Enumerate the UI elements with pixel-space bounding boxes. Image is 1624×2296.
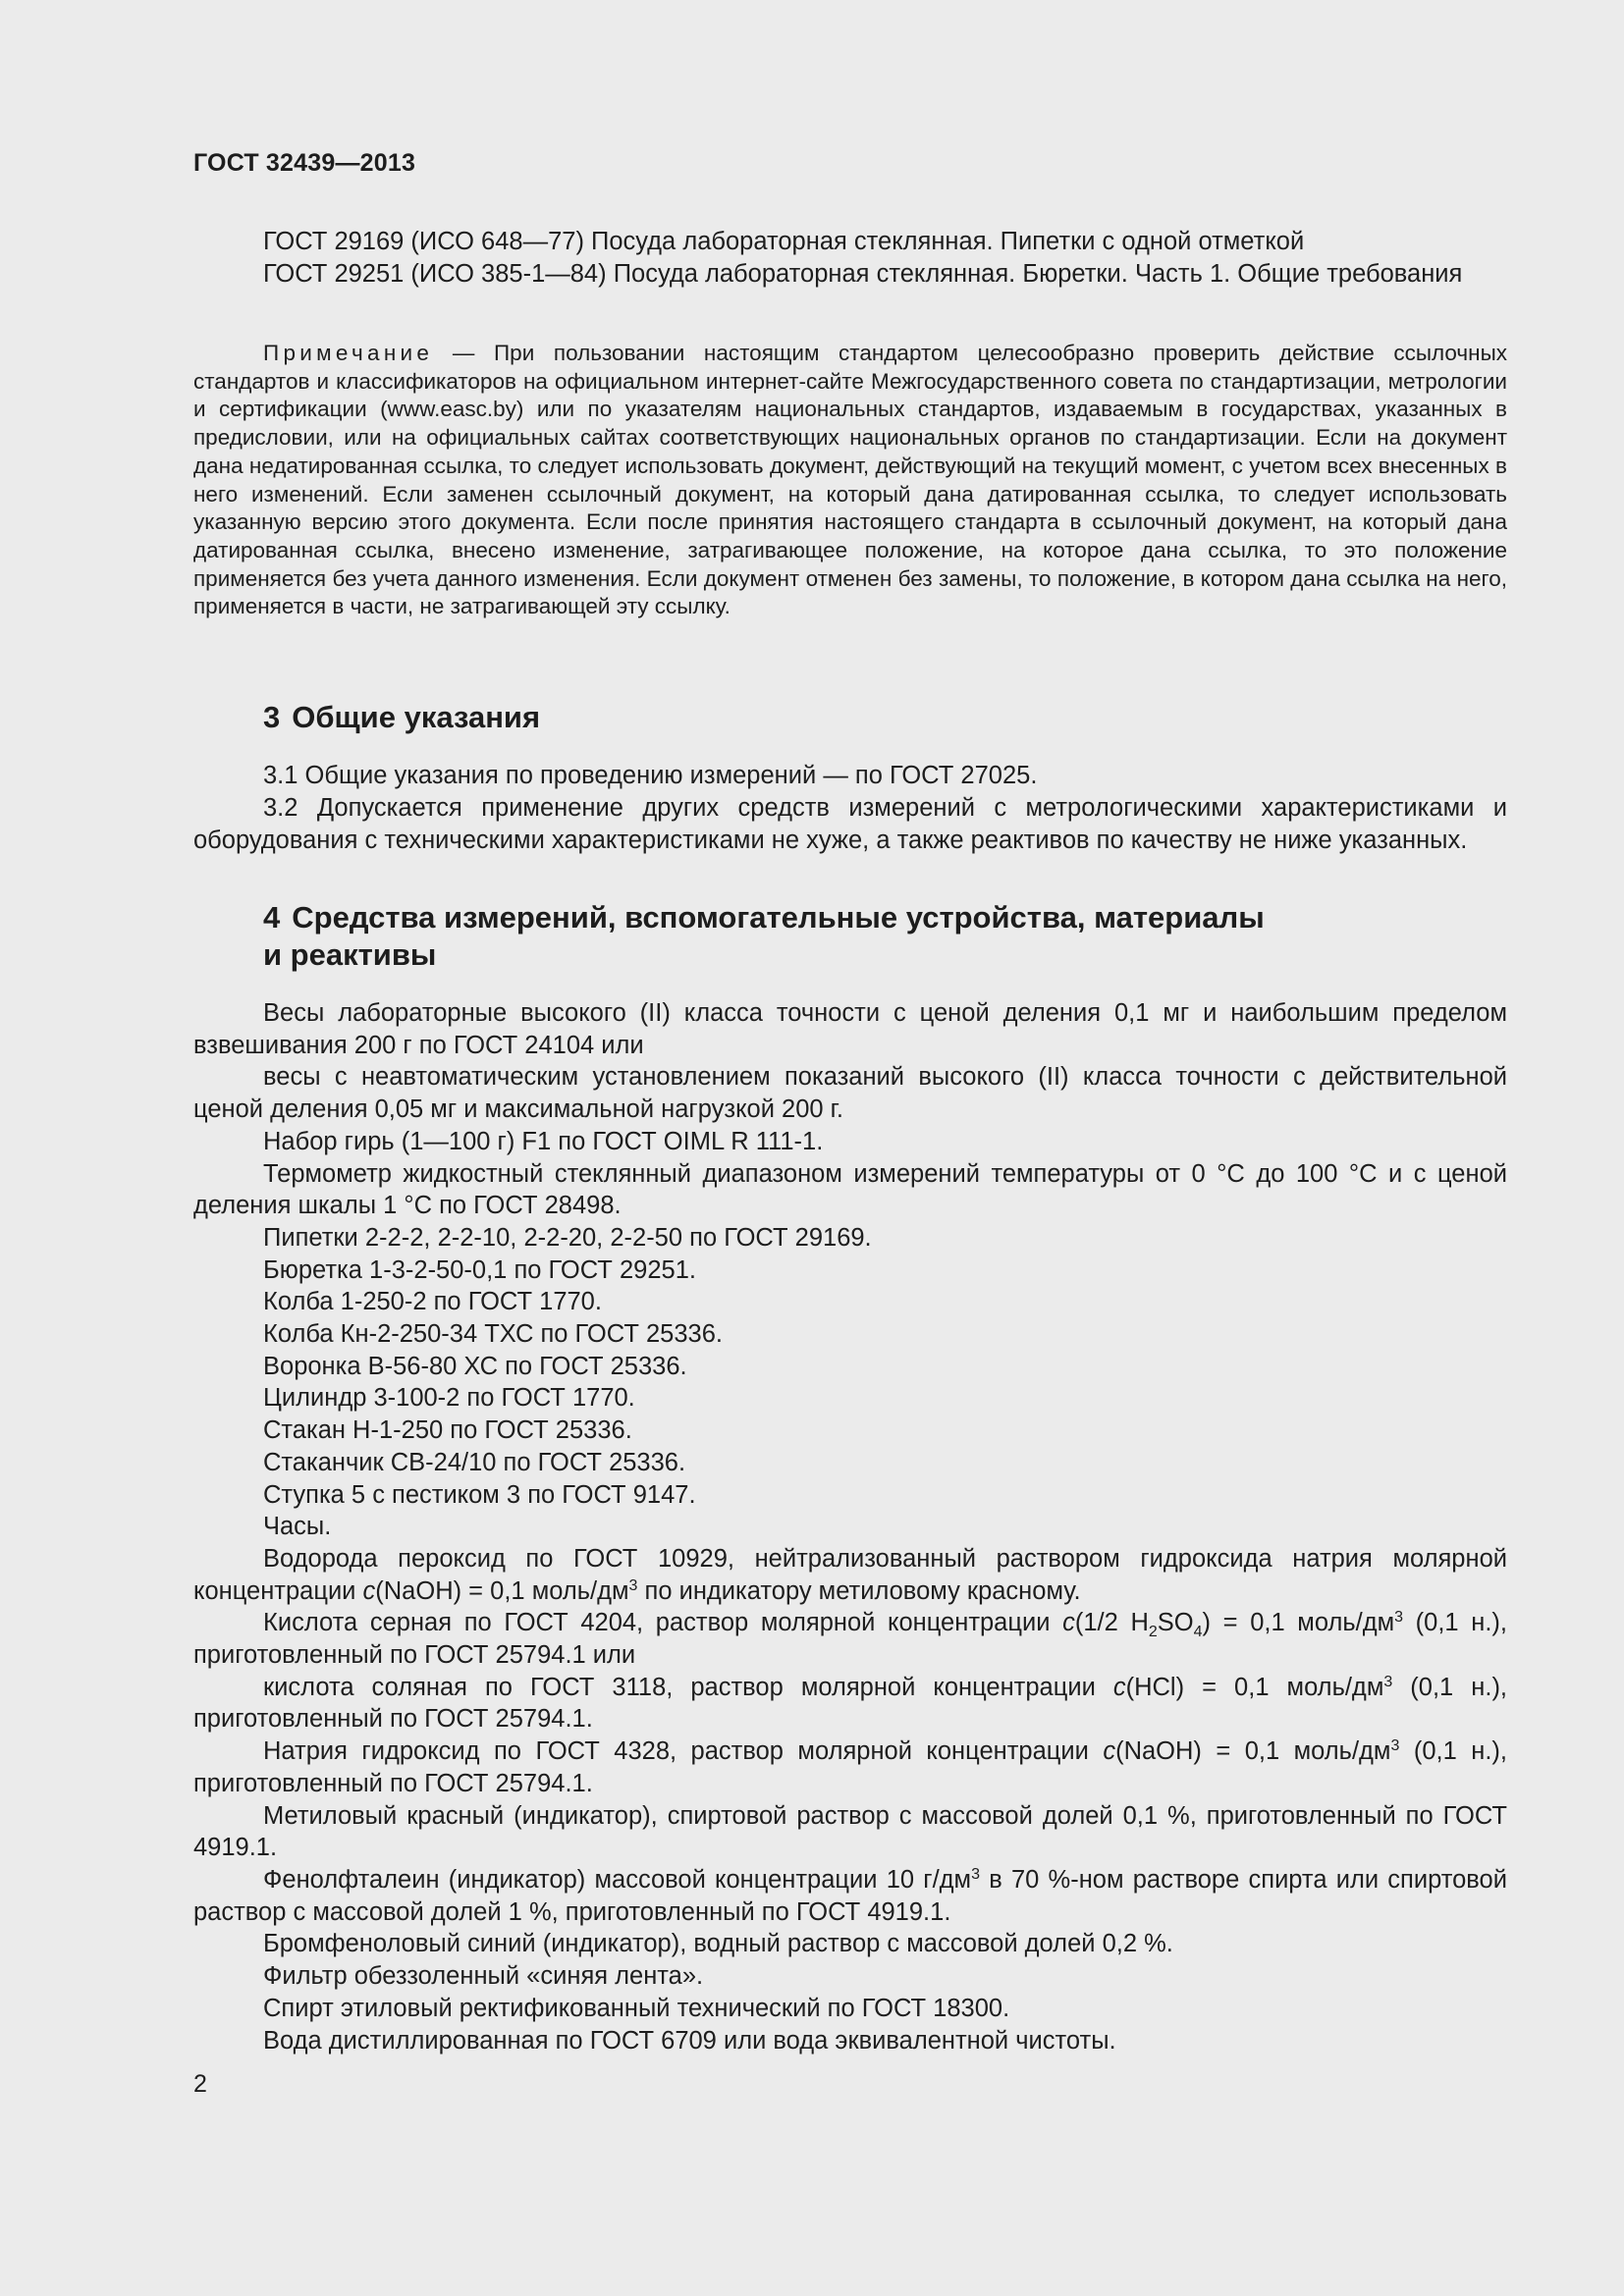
list-item-phenolphthalein xyxy=(193,1864,1507,1928)
normative-references xyxy=(193,226,1507,291)
text-run: Водорода пероксид по ГОСТ 10929, нейтрализованный раствором гидроксида натрия молярной концентрации xyxy=(193,1544,1507,1605)
section-number: 4 xyxy=(263,900,281,934)
section-4-heading xyxy=(193,899,1372,974)
text-run: ) = 0,1 моль/дм xyxy=(1202,1609,1395,1637)
text-run: Фенолфталеин (индикатор) массовой концентрации 10 г/дм xyxy=(263,1865,972,1894)
list-item-sodium xyxy=(193,1735,1507,1799)
list-item: Колба 1-250-2 по ГОСТ 1770. xyxy=(263,1288,602,1316)
section-number: 3 xyxy=(263,700,281,734)
list-item: Спирт этиловый ректификованный технический по ГОСТ 18300. xyxy=(263,1994,1010,2022)
superscript: 3 xyxy=(628,1576,638,1594)
list-item: Цилиндр 3-100-2 по ГОСТ 1770. xyxy=(263,1384,635,1413)
list-item-methyl-red: Метиловый красный (индикатор), спиртовой раствор с массовой долей 0,1 %, приготовленный по ГОСТ 4919.1. xyxy=(193,1801,1507,1862)
section-3-heading xyxy=(193,699,1507,736)
superscript: 3 xyxy=(1383,1673,1393,1690)
text-run: кислота соляная по ГОСТ 3118, раствор молярной концентрации xyxy=(263,1673,1113,1701)
text-run: Кислота серная по ГОСТ 4204, раствор молярной концентрации xyxy=(263,1609,1063,1637)
text-run: (NaOH) = 0,1 моль/дм xyxy=(375,1576,629,1605)
text-run: (NaOH) = 0,1 моль/дм xyxy=(1115,1737,1391,1766)
section-4-body xyxy=(193,997,1507,2056)
list-item: весы с неавтоматическим установлением показаний высокого (II) класса точности с действительной ценой деления 0,05 мг и максимальной нагрузкой 200 г. xyxy=(193,1063,1507,1124)
section-title: Общие указания xyxy=(292,700,541,734)
formula-var: c xyxy=(1103,1737,1116,1766)
list-item: Весы лабораторные высокого (II) класса точности с ценой деления 0,1 мг и наибольшим пределом взвешивания 200 г по ГОСТ 24104 или xyxy=(193,999,1507,1059)
section-title-line2: и реактивы xyxy=(263,937,437,972)
list-item-sulfuric xyxy=(193,1607,1507,1671)
note-text: — При пользовании настоящим стандартом целесообразно проверить действие ссылочных стандартов и классификаторов на официальном интернет-сайте Межгосударственного совета по стандартизации, метрологии и сертификации (www.easc.by) или по указателям национальных стандартов, издаваемым в государствах, указанных в предисловии, или на официальных сайтах соответствующих национальных органов по стандартизации. Если на документ дана недатированная ссылка, то следует использовать документ, действующий на текущий момент, с учетом всех внесенных в него изменений. Если заменен ссылочный документ, на который дана датированная ссылка, то следует использовать указанную версию этого документа. Если после принятия настоящего стандарта в ссылочный документ, на который дана датированная ссылка, внесено изменение, затрагивающее положение, на которое дана ссылка, то это положение применяется без учета данного изменения. Если документ отменен без замены, то положение, в котором дана ссылка на него, применяется в части, не затрагивающей эту ссылку. xyxy=(193,341,1507,619)
note-paragraph xyxy=(193,340,1507,621)
text-run: SO xyxy=(1157,1609,1194,1637)
list-item: Набор гирь (1—100 г) F1 по ГОСТ OIML R 111-1. xyxy=(263,1127,824,1155)
clause-3-1: 3.1 Общие указания по проведению измерений — по ГОСТ 27025. xyxy=(263,762,1038,789)
list-item: Стакан Н-1-250 по ГОСТ 25336. xyxy=(263,1416,632,1445)
list-item: Вода дистиллированная по ГОСТ 6709 или вода эквивалентной чистоты. xyxy=(263,2026,1116,2055)
list-item-peroxide xyxy=(193,1543,1507,1607)
list-item: Бромфеноловый синий (индикатор), водный раствор с массовой долей 0,2 %. xyxy=(263,1930,1173,1958)
text-run: (0,1 н.), приготовленный по ГОСТ 25794.1 или xyxy=(193,1609,1508,1670)
text-run: по индикатору метиловому красному. xyxy=(637,1576,1081,1605)
document-header: ГОСТ 32439—2013 xyxy=(193,149,416,177)
list-item: Бюретка 1-3-2-50-0,1 по ГОСТ 29251. xyxy=(263,1255,696,1284)
list-item: Термометр жидкостный стеклянный диапазоном измерений температуры от 0 °С до 100 °С и с ценой деления шкалы 1 °С по ГОСТ 28498. xyxy=(193,1159,1507,1220)
formula-var: c xyxy=(1062,1609,1075,1637)
list-item-hydrochloric xyxy=(193,1672,1507,1735)
document-page xyxy=(193,0,1507,2296)
list-item: Стаканчик СВ-24/10 по ГОСТ 25336. xyxy=(263,1448,686,1476)
list-item: Часы. xyxy=(263,1513,332,1541)
formula-var: c xyxy=(362,1576,376,1605)
text-run: в 70 %-ном растворе спирта или спиртовой раствор с массовой долей 1 %, приготовленный по ГОСТ 4919.1. xyxy=(193,1865,1507,1926)
subscript: 2 xyxy=(1148,1624,1158,1641)
text-run: (HCl) = 0,1 моль/дм xyxy=(1125,1673,1384,1701)
list-item: Пипетки 2-2-2, 2-2-10, 2-2-20, 2-2-50 по ГОСТ 29169. xyxy=(263,1223,872,1252)
reference-item: ГОСТ 29251 (ИСО 385-1—84) Посуда лабораторная стеклянная. Бюретки. Часть 1. Общие требования xyxy=(263,260,1463,288)
formula-var: c xyxy=(1112,1673,1126,1701)
text-run: (1/2 H xyxy=(1074,1609,1149,1637)
section-title-line1: Средства измерений, вспомогательные устройства, материалы xyxy=(292,900,1265,934)
clause-3-2: 3.2 Допускается применение других средств измерений с метрологическими характеристиками и оборудования с техническими характеристиками не хуже, а также реактивов по качеству не ниже указанных. xyxy=(193,794,1507,854)
superscript: 3 xyxy=(971,1865,980,1883)
text-run: (0,1 н.), приготовленный по ГОСТ 25794.1. xyxy=(193,1737,1507,1797)
list-item: Ступка 5 с пестиком 3 по ГОСТ 9147. xyxy=(263,1480,696,1509)
list-item: Воронка В-56-80 ХС по ГОСТ 25336. xyxy=(263,1352,687,1380)
list-item: Колба Кн-2-250-34 ТХС по ГОСТ 25336. xyxy=(263,1320,723,1349)
subscript: 4 xyxy=(1193,1624,1203,1641)
superscript: 3 xyxy=(1394,1609,1404,1627)
page-number: 2 xyxy=(193,2070,207,2098)
text-run: (0,1 н.), приготовленный по ГОСТ 25794.1. xyxy=(193,1673,1508,1734)
superscript: 3 xyxy=(1390,1737,1400,1755)
reference-item: ГОСТ 29169 (ИСО 648—77) Посуда лабораторная стеклянная. Пипетки с одной отметкой xyxy=(263,228,1305,255)
section-3-body xyxy=(193,760,1507,857)
note-label: Примечание xyxy=(263,341,434,365)
list-item: Фильтр обеззоленный «синяя лента». xyxy=(263,1962,704,1991)
text-run: Натрия гидроксид по ГОСТ 4328, раствор молярной концентрации xyxy=(263,1737,1104,1766)
